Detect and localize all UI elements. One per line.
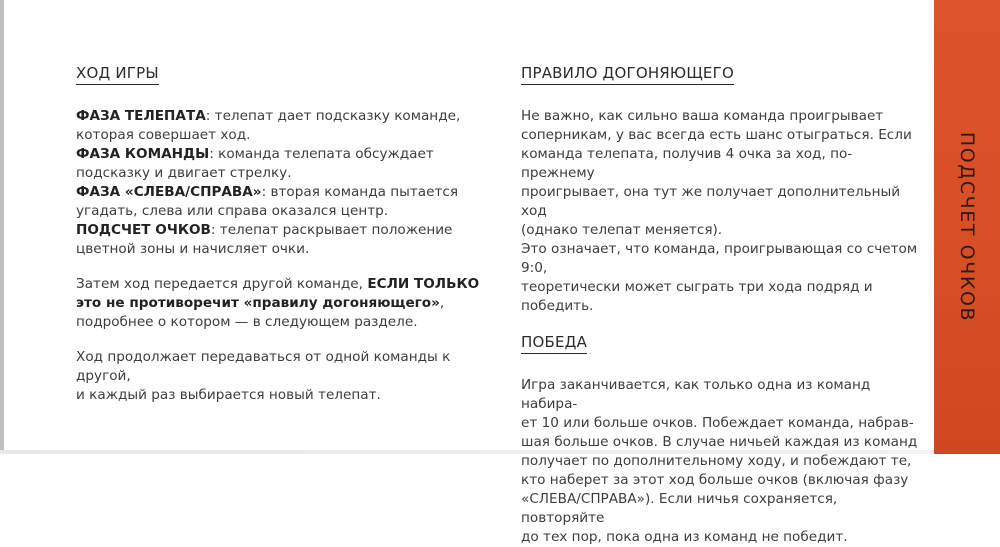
turn-pass-line xyxy=(76,275,486,294)
catch-up-rule-heading: ПРАВИЛО ДОГОНЯЮЩЕГО xyxy=(521,64,734,85)
victory-line: «СЛЕВА/СПРАВА»). Если ничья сохраняется, повторяйте xyxy=(521,491,838,526)
victory-heading: ПОБЕДА xyxy=(521,333,587,354)
catch-up-line: соперникам, у вас всегда есть шанс отыграться. Если xyxy=(521,127,912,143)
victory-line: получает по дополнительному ходу, и побеждают те, xyxy=(521,453,912,469)
phase-item xyxy=(76,107,486,126)
catch-up-line: команда телепата, получив 4 очка за ход, по-прежнему xyxy=(521,146,853,181)
phase-text: : телепат раскрывает положение xyxy=(210,222,453,238)
phase-continuation: цветной зоны и начисляет очки. xyxy=(76,241,310,257)
catch-up-line: Не важно, как сильно ваша команда проигрывает xyxy=(521,108,884,124)
left-edge-divider xyxy=(0,0,4,454)
phase-continuation: угадать, слева или справа оказался центр. xyxy=(76,203,389,219)
phase-item xyxy=(76,183,486,202)
phase-continuation: подсказку и двигает стрелку. xyxy=(76,165,292,181)
catch-up-paragraph xyxy=(521,107,921,316)
continuation-paragraph xyxy=(76,348,486,405)
continuation-line: Ход продолжает передаваться от одной команды к другой, xyxy=(76,349,451,384)
section-tab-sidebar xyxy=(934,0,1000,454)
turn-pass-emphasis: ЕСЛИ ТОЛЬКО xyxy=(367,276,480,292)
phase-item xyxy=(76,145,486,164)
turn-pass-start: Затем ход передается другой команде, xyxy=(76,276,368,292)
victory-section xyxy=(521,333,921,354)
victory-line: до тех пор, пока одна из команд не победит. xyxy=(521,529,848,545)
victory-line: ет 10 или больше очков. Побеждает команда, набрав- xyxy=(521,415,914,431)
phase-text: : вторая команда пытается xyxy=(261,184,459,200)
game-flow-heading: ХОД ИГРЫ xyxy=(76,64,159,85)
victory-paragraph xyxy=(521,376,921,547)
phase-term: ФАЗА «СЛЕВА/СПРАВА» xyxy=(76,184,262,200)
phase-term: ПОДСЧЕТ ОЧКОВ xyxy=(76,222,211,238)
turn-pass-paragraph xyxy=(76,275,486,332)
victory-line: кто наберет за этот ход больше очков (включая фазу xyxy=(521,472,909,488)
phase-text: : телепат дает подсказку команде, xyxy=(205,108,461,124)
turn-pass-line xyxy=(76,294,486,313)
game-flow-column xyxy=(76,64,486,405)
catch-up-line: теоретически может сыграть три хода подряд и победить. xyxy=(521,279,873,314)
catch-up-line: Это означает, что команда, проигрывающая со счетом 9:0, xyxy=(521,241,918,276)
victory-line: Игра заканчивается, как только одна из команд набира- xyxy=(521,377,871,412)
phase-item xyxy=(76,221,486,240)
catch-up-line: проигрывает, она тут же получает дополнительный ход xyxy=(521,184,901,219)
catch-up-line: (однако телепат меняется). xyxy=(521,222,723,238)
phase-term: ФАЗА КОМАНДЫ xyxy=(76,146,210,162)
turn-pass-last: подробнее о котором — в следующем разделе. xyxy=(76,314,418,330)
victory-line: шая больше очков. В случае ничьей каждая из команд xyxy=(521,434,918,450)
phase-term: ФАЗА ТЕЛЕПАТА xyxy=(76,108,206,124)
turn-pass-comma: , xyxy=(439,295,445,311)
phase-continuation: которая совершает ход. xyxy=(76,127,251,143)
section-tab-title: ПОДСЧЕТ ОЧКОВ xyxy=(956,131,978,323)
catch-up-rule-reference: это не противоречит «правилу догоняющего» xyxy=(76,295,440,311)
rules-column xyxy=(521,64,921,547)
phases-list xyxy=(76,107,486,259)
continuation-line: и каждый раз выбирается новый телепат. xyxy=(76,387,381,403)
phase-text: : команда телепата обсуждает xyxy=(209,146,434,162)
